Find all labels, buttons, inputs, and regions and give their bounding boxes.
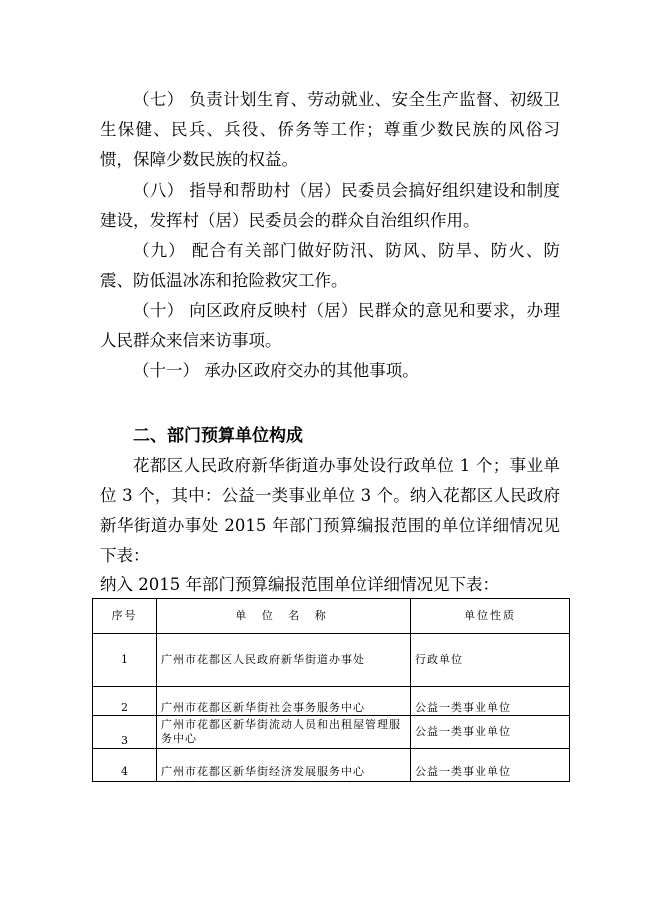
row-unit-type: 公益一类事业单位 — [411, 749, 570, 782]
row-unit-type: 行政单位 — [411, 634, 570, 687]
section-heading: 二、部门预算单位构成 — [133, 426, 303, 446]
header-index: 序号 — [93, 599, 157, 634]
row-index: 3 — [93, 716, 157, 749]
duty-paragraph-9: （九） 配合有关部门做好防汛、防风、防旱、防火、防震、防低温冰冻和抢险救灾工作。 — [100, 241, 560, 290]
table-caption: 纳入 2015 年部门预算编报范围单位详细情况见下表： — [100, 575, 499, 594]
row-index: 1 — [93, 634, 157, 687]
table-row — [93, 687, 570, 716]
section-paragraph: 花都区人民政府新华街道办事处设行政单位 1 个；事业单位 3 个，其中：公益一类事业单位 3 个。纳入花都区人民政府新华街道办事处 2015 年部门预算编报范围的单位详细情况见下表： — [100, 456, 560, 565]
row-unit-type: 公益一类事业单位 — [411, 716, 570, 749]
row-unit-type: 公益一类事业单位 — [411, 687, 570, 716]
row-unit-name: 广州市花都区新华街经济发展服务中心 — [157, 749, 411, 782]
units-table — [92, 598, 570, 782]
table-row — [93, 634, 570, 687]
row-index: 2 — [93, 687, 157, 716]
row-unit-name: 广州市花都区新华街社会事务服务中心 — [157, 687, 411, 716]
row-index: 4 — [93, 749, 157, 782]
duty-paragraph-7: （七） 负责计划生育、劳动就业、安全生产监督、初级卫生保健、民兵、兵役、侨务等工作；尊重少数民族的风俗习惯，保障少数民族的权益。 — [100, 90, 560, 169]
duty-paragraph-11: （十一） 承办区政府交办的其他事项。 — [133, 361, 419, 380]
row-unit-name: 广州市花都区人民政府新华街道办事处 — [157, 634, 411, 687]
table-header-row — [93, 599, 570, 634]
header-unit-type: 单位性质 — [411, 599, 570, 634]
header-unit-name: 单 位 名 称 — [157, 599, 411, 634]
duty-paragraph-10: （十） 向区政府反映村（居）民群众的意见和要求，办理人民群众来信来访事项。 — [100, 301, 560, 350]
table-row — [93, 749, 570, 782]
duty-paragraph-8: （八） 指导和帮助村（居）民委员会搞好组织建设和制度建设，发挥村（居）民委员会的群众自治组织作用。 — [100, 181, 560, 230]
table-row — [93, 716, 570, 749]
row-unit-name: 广州市花都区新华街流动人员和出租屋管理服务中心 — [157, 716, 411, 749]
